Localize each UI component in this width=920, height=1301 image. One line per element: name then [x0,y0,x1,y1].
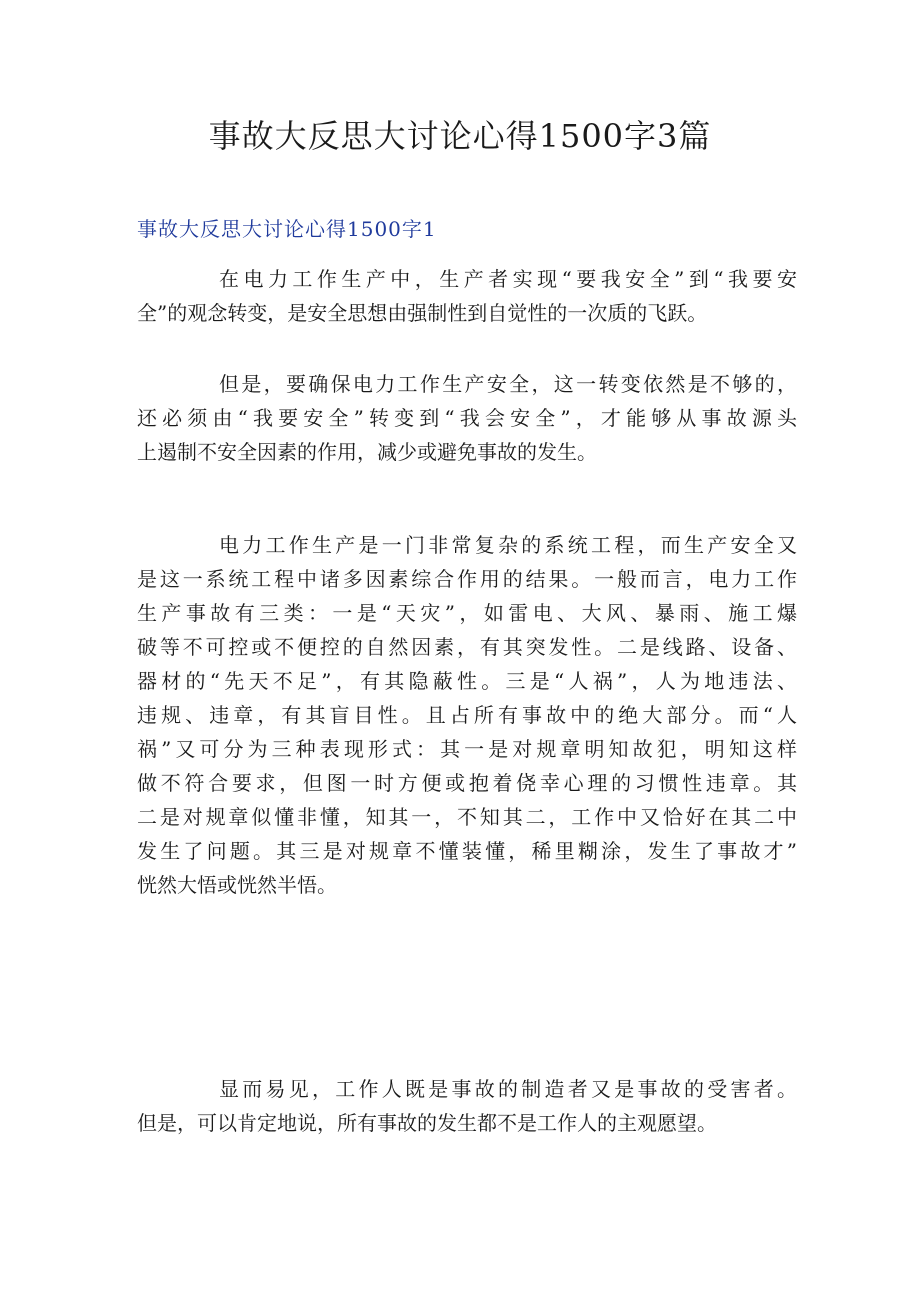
paragraph-line: 违规、违章，有其盲目性。且占所有事故中的绝大部分。而“人 [137,703,797,727]
paragraph-line: 恍然大悟或恍然半悟。 [137,873,337,897]
paragraph-line: 做不符合要求，但图一时方便或抱着侥幸心理的习惯性违章。其 [137,771,797,795]
paragraph-line: 二是对规章似懂非懂，知其一，不知其二，工作中又恰好在其二中 [137,805,797,829]
paragraph-line: 上遏制不安全因素的作用，减少或避免事故的发生。 [137,440,597,464]
paragraph-line: 祸”又可分为三种表现形式：其一是对规章明知故犯，明知这样 [137,737,797,761]
paragraph-line: 是这一系统工程中诸多因素综合作用的结果。一般而言，电力工作 [137,567,797,591]
paragraph-line: 但是，可以肯定地说，所有事故的发生都不是工作人的主观愿望。 [137,1111,717,1135]
paragraph-2 [137,367,797,469]
paragraph-line: 电力工作生产是一门非常复杂的系统工程，而生产安全又 [219,533,797,557]
paragraph-line: 全”的观念转变，是安全思想由强制性到自觉性的一次质的飞跃。 [137,301,708,325]
paragraph-4 [137,1072,797,1140]
paragraph-line: 器材的“先天不足”，有其隐蔽性。三是“人祸”，人为地违法、 [137,669,797,693]
paragraph-line: 但是，要确保电力工作生产安全，这一转变依然是不够的， [219,372,797,396]
paragraph-line: 在电力工作生产中，生产者实现“要我安全”到“我要安 [219,267,797,291]
paragraph-line: 发生了问题。其三是对规章不懂装懂，稀里糊涂，发生了事故才” [137,839,797,863]
page-title: 事故大反思大讨论心得1500字3篇 [208,117,712,155]
paragraph-3 [137,528,797,902]
section-heading: 事故大反思大讨论心得1500字1 [137,217,437,241]
paragraph-line: 生产事故有三类：一是“天灾”，如雷电、大风、暴雨、施工爆 [137,601,797,625]
paragraph-1 [137,262,797,330]
paragraph-line: 还必须由“我要安全”转变到“我会安全”，才能够从事故源头 [137,406,797,430]
paragraph-line: 显而易见，工作人既是事故的制造者又是事故的受害者。 [219,1077,797,1101]
paragraph-line: 破等不可控或不便控的自然因素，有其突发性。二是线路、设备、 [137,635,797,659]
